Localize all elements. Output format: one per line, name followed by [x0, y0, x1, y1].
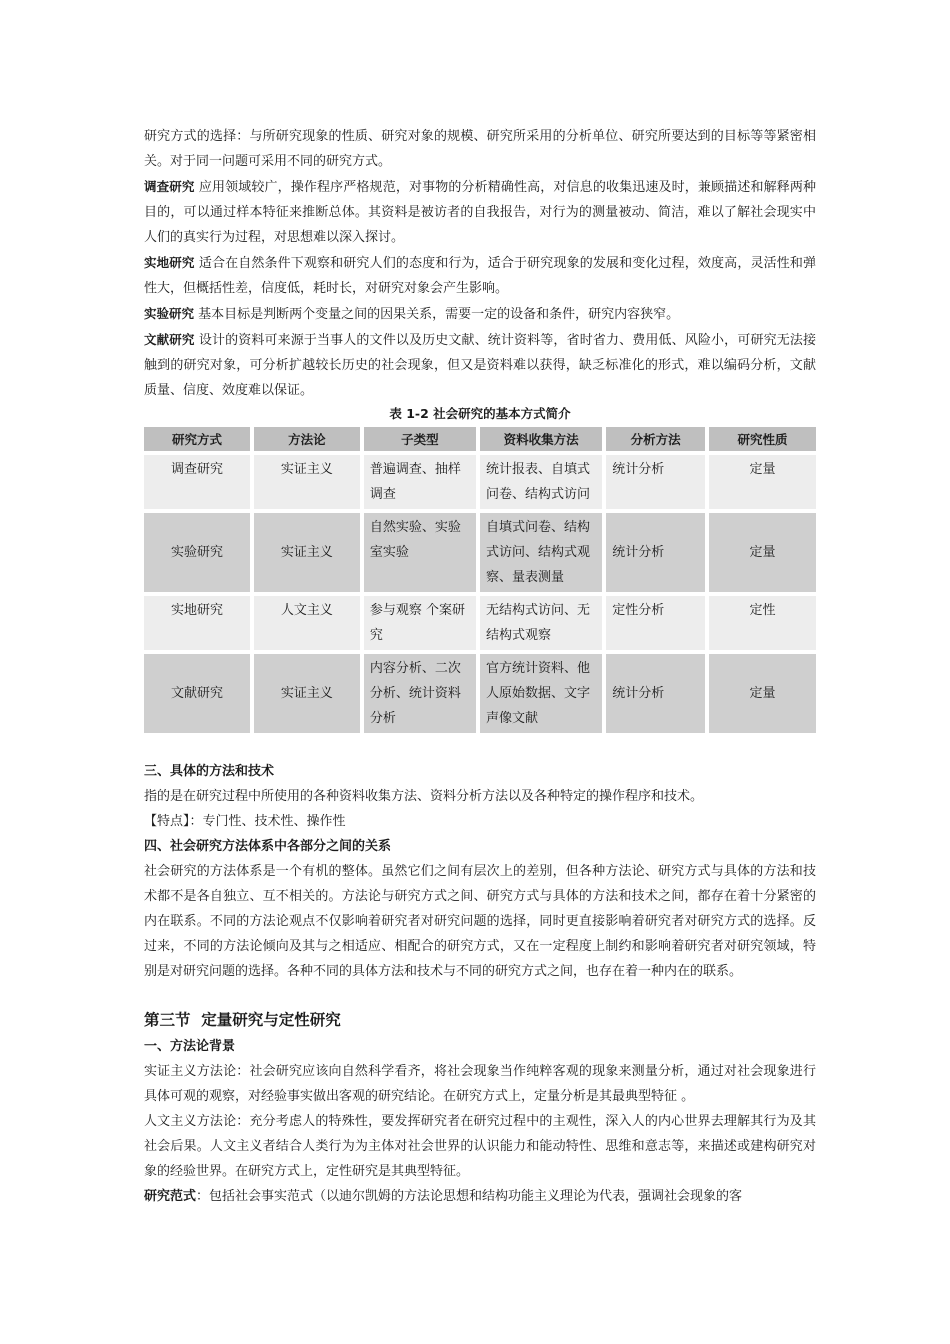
table-row [144, 596, 816, 650]
definition-term: 研究范式 [144, 1189, 197, 1204]
col-header: 子类型 [364, 427, 480, 451]
table-cell: 调查研究 [144, 455, 254, 509]
method-desc: 适合在自然条件下观察和研究人们的态度和行为，适合于研究现象的发展和变化过程，效度高，灵活性和弹性大，但概括性差，信度低，耗时长，对研究对象会产生影响。 [144, 256, 816, 296]
research-methods-table [144, 423, 816, 737]
table-cell: 实地研究 [144, 596, 254, 650]
method-experiment [144, 301, 816, 327]
table-cell: 定性分析 [606, 596, 709, 650]
col-header: 研究方式 [144, 427, 254, 451]
table-cell: 实验研究 [144, 513, 254, 592]
table-row [144, 513, 816, 592]
definition-sep: ： [236, 1064, 250, 1079]
definition-paragraph [144, 1109, 816, 1184]
table-cell: 官方统计资料、他人原始数据、文字声像文献 [480, 654, 606, 733]
table-cell: 实证主义 [254, 513, 364, 592]
definition-term: 人文主义方法论 [144, 1114, 237, 1129]
table-cell: 参与观察 个案研究 [364, 596, 480, 650]
table-cell: 人文主义 [254, 596, 364, 650]
subsection-heading: 一、方法论背景 [144, 1039, 236, 1054]
col-header: 资料收集方法 [480, 427, 606, 451]
table-cell: 普遍调查、抽样调查 [364, 455, 480, 509]
method-term: 实地研究 [144, 255, 195, 270]
table-cell: 文献研究 [144, 654, 254, 733]
feature-line: 【特点】：专门性、技术性、操作性 [144, 814, 346, 829]
definition-paragraph [144, 1059, 816, 1109]
table-cell: 定性 [709, 596, 816, 650]
col-header: 研究性质 [709, 427, 816, 451]
method-term: 文献研究 [144, 332, 195, 347]
table-cell: 内容分析、二次分析、统计资料分析 [364, 654, 480, 733]
table-cell: 无结构式访问、无结构式观察 [480, 596, 606, 650]
section-heading: 四、社会研究方法体系中各部分之间的关系 [144, 839, 392, 854]
method-survey [144, 174, 816, 250]
table-cell: 统计分析 [606, 455, 709, 509]
method-term: 实验研究 [144, 306, 195, 321]
table-cell: 统计报表、自填式问卷、结构式访问 [480, 455, 606, 509]
table-cell: 自填式问卷、结构式访问、结构式观察、量表测量 [480, 513, 606, 592]
method-desc: 基本目标是判断两个变量之间的因果关系，需要一定的设备和条件，研究内容狭窄。 [194, 307, 680, 322]
definition-term: 实证主义方法论 [144, 1064, 237, 1079]
table-header-row [144, 427, 816, 451]
col-header: 方法论 [254, 427, 364, 451]
table-row [144, 455, 816, 509]
section-heading: 三、具体的方法和技术 [144, 764, 275, 779]
intro-paragraph: 研究方式的选择：与所研究现象的性质、研究对象的规模、研究所采用的分析单位、研究所要达到的目标等等紧密相关。对于同一问题可采用不同的研究方式。 [144, 129, 816, 169]
chapter-heading: 第三节 定量研究与定性研究 [144, 1011, 341, 1029]
method-desc: 应用领域较广，操作程序严格规范，对事物的分析精确性高，对信息的收集迅速及时，兼顾描述和解释两种目的，可以通过样本特征来推断总体。其资料是被访者的自我报告，对行为的测量被动、简洁，难以了解社会现实中人们的真实行为过程，对思想难以深入探讨。 [144, 180, 816, 245]
method-field [144, 250, 816, 301]
table-cell: 自然实验、实验室实验 [364, 513, 480, 592]
table-cell: 统计分析 [606, 654, 709, 733]
definition-sep: ： [196, 1189, 210, 1204]
section-text: 指的是在研究过程中所使用的各种资料收集方法、资料分析方法以及各种特定的操作程序和技术。 [144, 789, 704, 804]
section-text: 社会研究的方法体系是一个有机的整体。虽然它们之间有层次上的差别，但各种方法论、研究方式与具体的方法和技术都不是各自独立、互不相关的。方法论与研究方式之间、研究方式与具体的方法和技术之间，都存在着十分紧密的内在联系。不同的方法论观点不仅影响着研究者对研究问题的选择，同时更直接影响着研究者对研究方式的选择。反过来，不同的方法论倾向及其与之相适应、相配合的研究方式，又在一定程度上制约和影响着研究者对研究领域，特别是对研究问题的选择。各种不同的具体方法和技术与不同的研究方式之间，也存在着一种内在的联系。 [144, 864, 816, 979]
table-cell: 定量 [709, 654, 816, 733]
definition-sep: ： [236, 1114, 250, 1129]
table-cell: 定量 [709, 513, 816, 592]
definition-text: 社会研究应该向自然科学看齐，将社会现象当作纯粹客观的现象来测量分析，通过对社会现象进行具体可观的观察，对经验事实做出客观的研究结论。在研究方式上，定量分析是其最典型特征 。 [144, 1064, 816, 1104]
definition-text: 充分考虑人的特殊性，要发挥研究者在研究过程中的主观性，深入人的内心世界去理解其行为及其社会后果。人文主义者结合人类行为为主体对社会世界的认识能力和能动特性、思维和意志等，来描述或建构研究对象的经验世界。在研究方式上，定性研究是其典型特征。 [144, 1114, 816, 1179]
table-cell: 实证主义 [254, 455, 364, 509]
document-page [144, 124, 816, 1209]
table-cell: 实证主义 [254, 654, 364, 733]
col-header: 分析方法 [606, 427, 709, 451]
table-row [144, 654, 816, 733]
method-term: 调查研究 [144, 179, 195, 194]
table-cell: 统计分析 [606, 513, 709, 592]
method-desc: 设计的资料可来源于当事人的文件以及历史文献、统计资料等，省时省力、费用低、风险小，可研究无法接触到的研究对象，可分析扩越较长历史的社会现象，但又是资料难以获得，缺乏标准化的形式，难以编码分析，文献质量、信度、效度难以保证。 [144, 333, 816, 398]
definition-paragraph [144, 1184, 816, 1209]
table-cell: 定量 [709, 455, 816, 509]
table-caption: 表 1-2 社会研究的基本方式简介 [389, 406, 571, 421]
definition-text: 包括社会事实范式（以迪尔凯姆的方法论思想和结构功能主义理论为代表，强调社会现象的客 [209, 1189, 743, 1204]
method-document [144, 327, 816, 403]
